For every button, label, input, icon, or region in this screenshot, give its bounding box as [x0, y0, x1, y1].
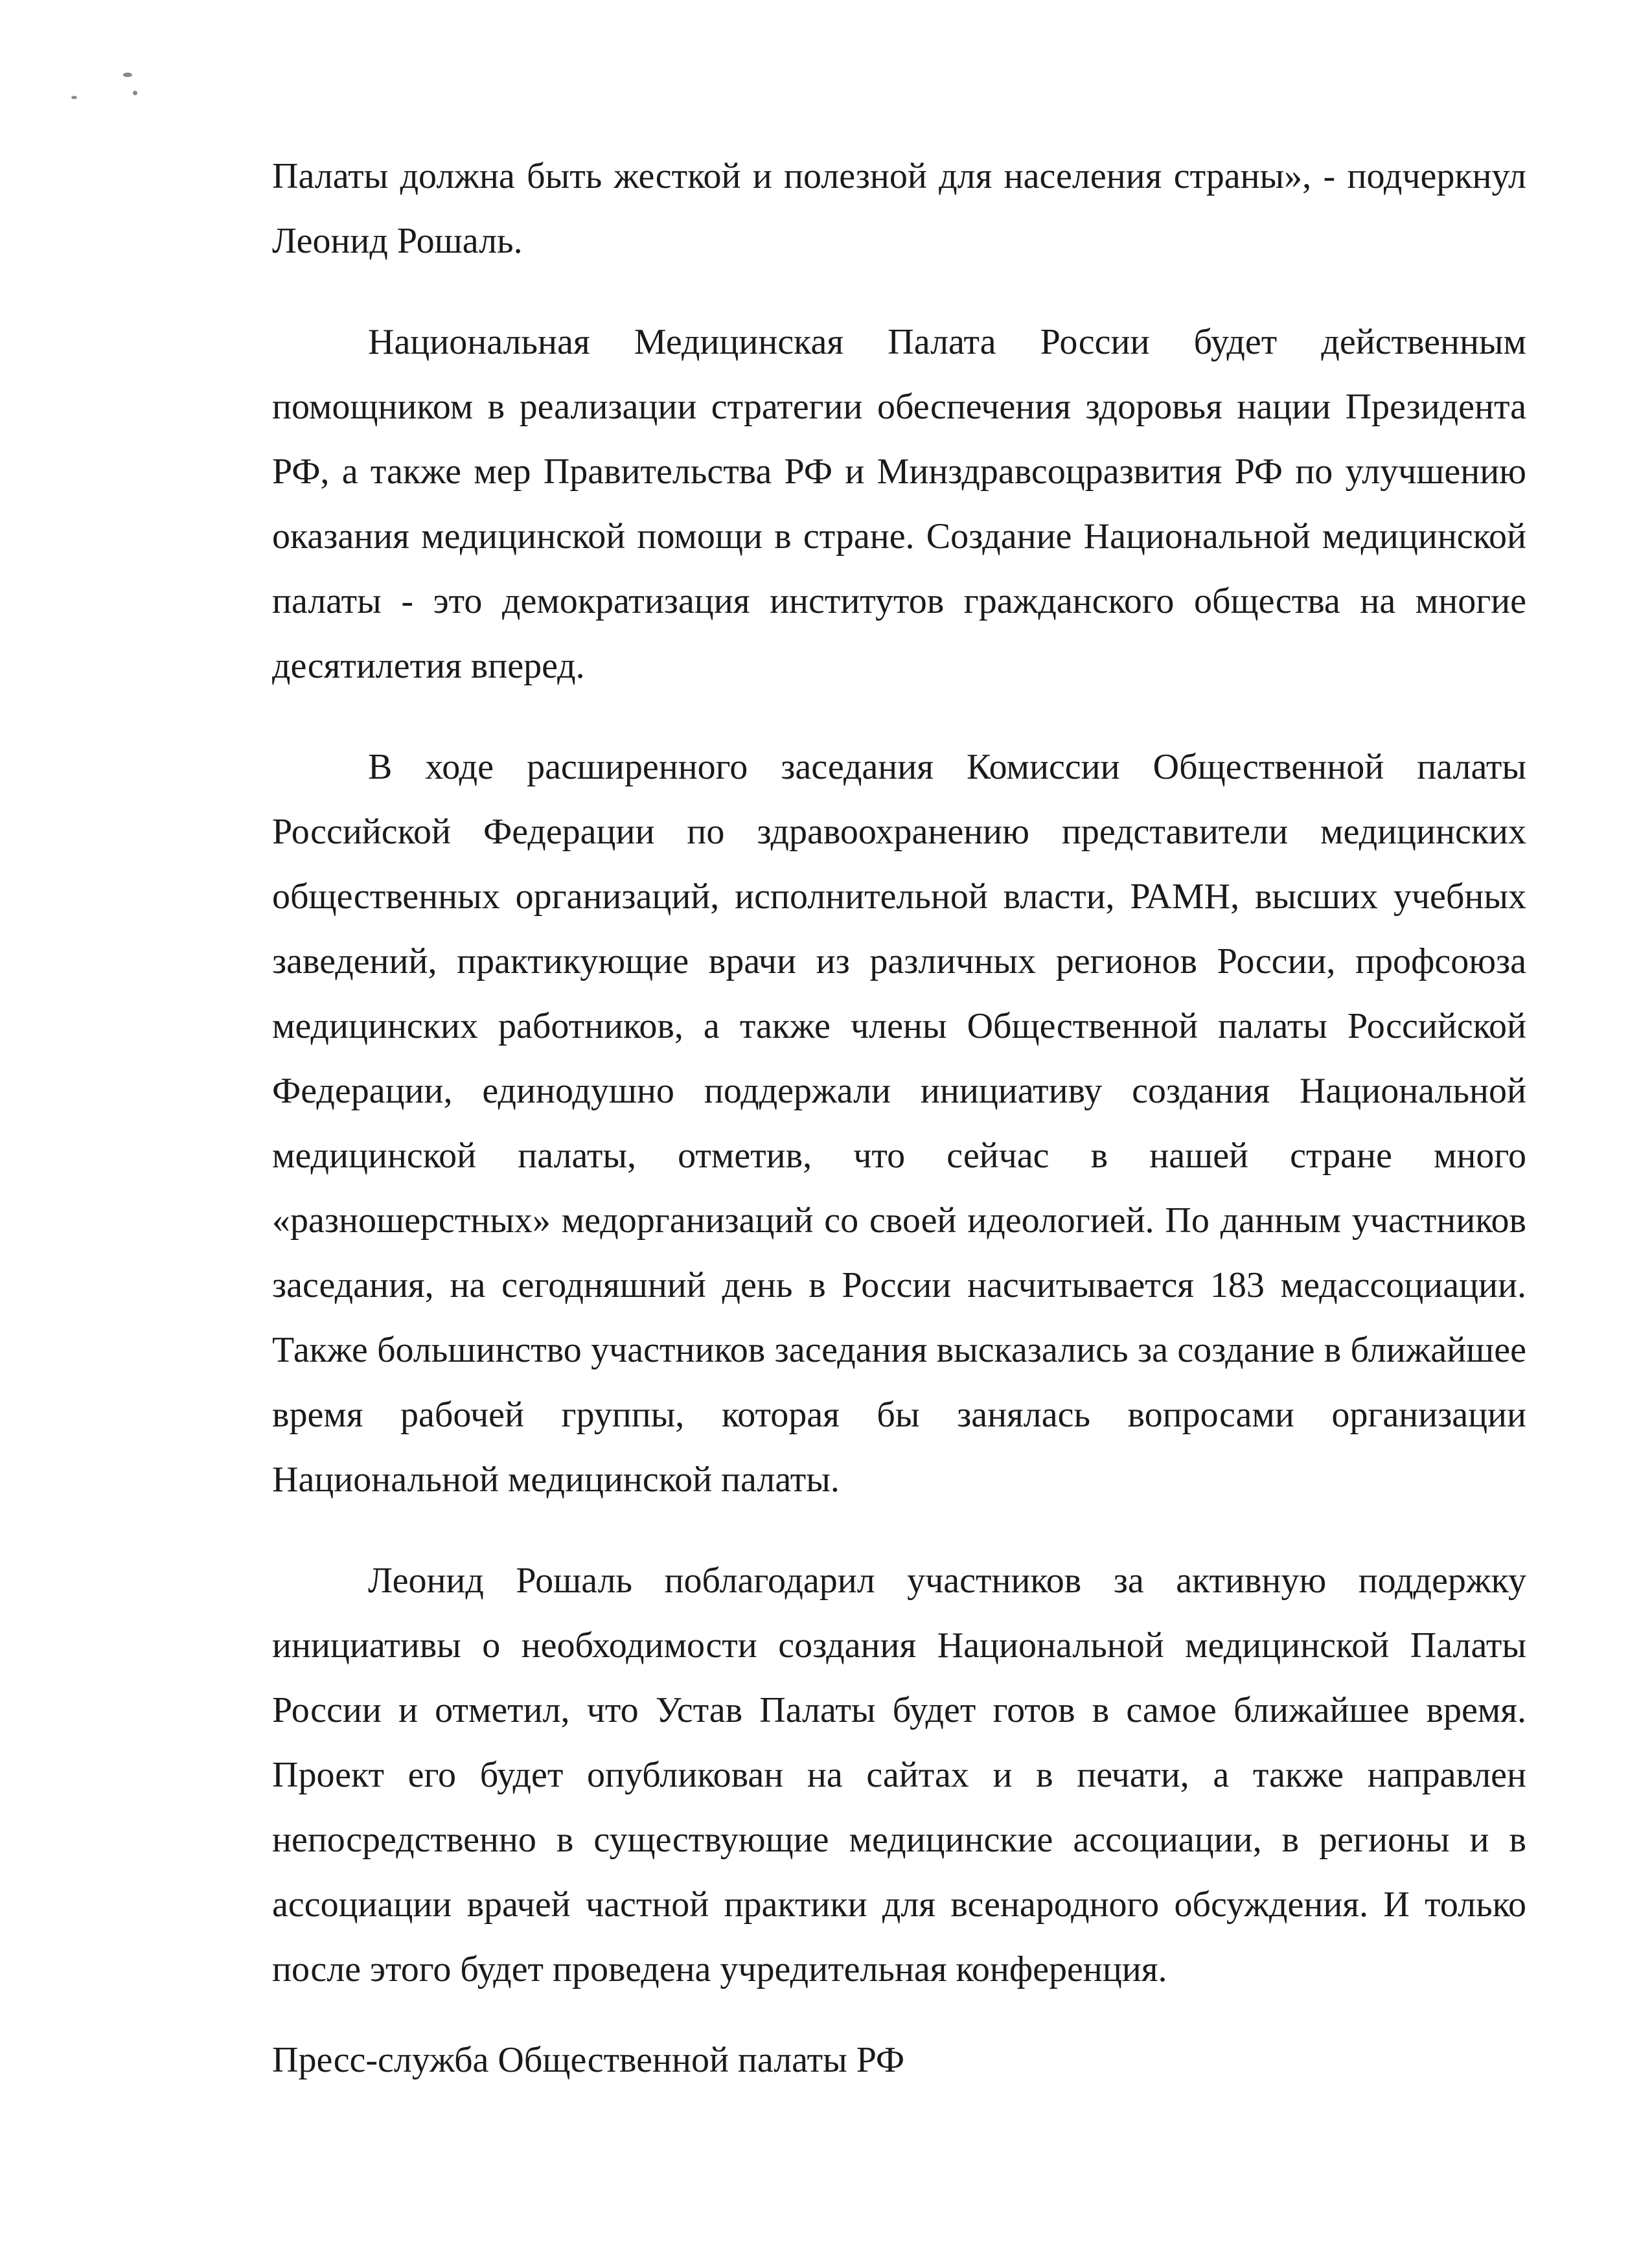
scan-speck — [71, 96, 77, 99]
scan-speck — [123, 73, 132, 77]
paragraph-3: В ходе расширенного заседания Комиссии Общественной палаты Российской Федерации по здравоохранению представители медицинских общественных организаций, исполнительной власти, РАМН, высших учебных заведений, практикующие врачи из различных регионов России, профсоюза медицинских работников, а также члены Общественной палаты Российской Федерации, единодушно поддержали инициативу создания Национальной медицинской палаты, отметив, что сейчас в нашей стране много «разношерстных» медорганизаций со своей идеологией. По данным участников заседания, на сегодняшний день в России насчитывается 183 медассоциации. Также большинство участников заседания высказались за создание в ближайшее время рабочей группы, которая бы занялась вопросами организации Национальной медицинской палаты. — [272, 747, 1526, 1500]
paragraph-4: Леонид Рошаль поблагодарил участников за активную поддержку инициативы о необходимости создания Национальной медицинской Палаты России и отметил, что Устав Палаты будет готов в самое ближайшее время. Проект его будет опубликован на сайтах и в печати, а также направлен непосредственно в существующие медицинские ассоциации, в регионы и в ассоциации врачей частной практики для всенародного обсуждения. И только после этого будет проведена учредительная конференция. — [272, 1561, 1526, 1989]
signature: Пресс-служба Общественной палаты РФ — [272, 2040, 905, 2080]
paragraph-2: Национальная Медицинская Палата России будет действенным помощником в реализации стратегии обеспечения здоровья нации Президента РФ, а также мер Правительства РФ и Минздравсоцразвития РФ по улучшению оказания медицинской помощи в стране. Создание Национальной медицинской палаты - это демократизация институтов гражданского общества на многие десятилетия вперед. — [272, 322, 1526, 686]
paragraph-1: Палаты должна быть жесткой и полезной для населения страны», - подчеркнул Леонид Рошаль. — [272, 156, 1526, 261]
document-body — [272, 144, 1526, 2002]
scan-speck — [133, 91, 137, 95]
